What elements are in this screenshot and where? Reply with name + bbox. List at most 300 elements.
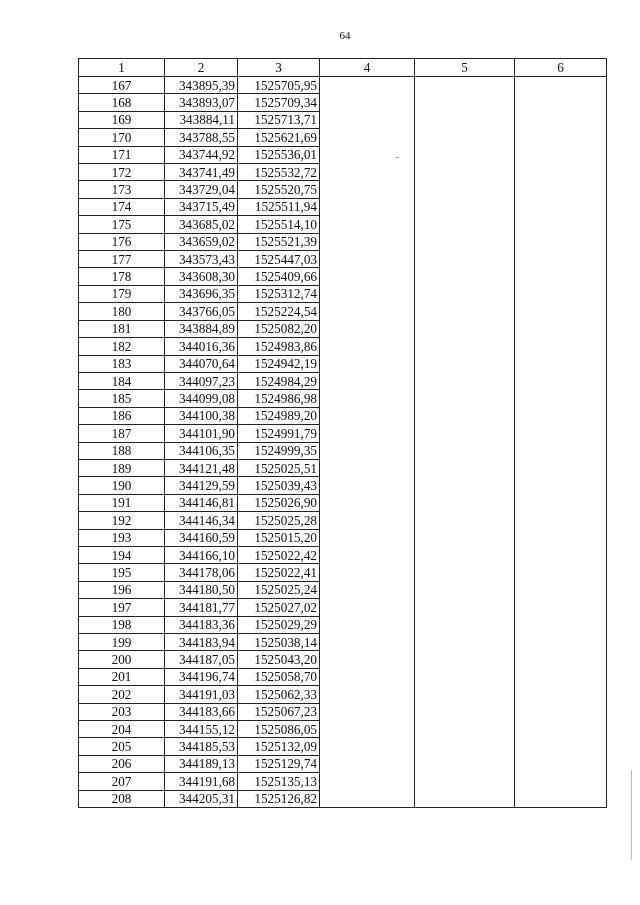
empty-cell bbox=[515, 599, 607, 616]
y-coordinate-cell: 1525514,10 bbox=[238, 216, 320, 233]
empty-cell bbox=[415, 181, 515, 198]
point-number-cell: 174 bbox=[79, 198, 165, 215]
point-number-cell: 167 bbox=[79, 77, 165, 94]
x-coordinate-cell: 344146,81 bbox=[165, 494, 238, 511]
empty-cell bbox=[515, 529, 607, 546]
table-row bbox=[79, 599, 607, 616]
empty-cell bbox=[415, 111, 515, 128]
point-number-cell: 170 bbox=[79, 129, 165, 146]
empty-cell bbox=[320, 146, 415, 163]
empty-cell bbox=[515, 390, 607, 407]
table-row bbox=[79, 773, 607, 790]
point-number-cell: 199 bbox=[79, 634, 165, 651]
table-row bbox=[79, 111, 607, 128]
table-row bbox=[79, 77, 607, 94]
empty-cell bbox=[415, 546, 515, 563]
table-row bbox=[79, 372, 607, 389]
x-coordinate-cell: 344106,35 bbox=[165, 442, 238, 459]
table-row bbox=[79, 129, 607, 146]
empty-cell bbox=[515, 425, 607, 442]
y-coordinate-cell: 1525062,33 bbox=[238, 686, 320, 703]
empty-cell bbox=[415, 494, 515, 511]
empty-cell bbox=[320, 372, 415, 389]
empty-cell bbox=[515, 512, 607, 529]
x-coordinate-cell: 344178,06 bbox=[165, 564, 238, 581]
empty-cell bbox=[515, 477, 607, 494]
empty-cell bbox=[415, 790, 515, 807]
point-number-cell: 195 bbox=[79, 564, 165, 581]
empty-cell bbox=[320, 285, 415, 302]
empty-cell bbox=[515, 755, 607, 772]
y-coordinate-cell: 1525067,23 bbox=[238, 703, 320, 720]
y-coordinate-cell: 1525025,51 bbox=[238, 459, 320, 476]
y-coordinate-cell: 1525447,03 bbox=[238, 251, 320, 268]
empty-cell bbox=[415, 285, 515, 302]
y-coordinate-cell: 1525082,20 bbox=[238, 320, 320, 337]
empty-cell bbox=[320, 634, 415, 651]
table-row bbox=[79, 320, 607, 337]
x-coordinate-cell: 344183,66 bbox=[165, 703, 238, 720]
empty-cell bbox=[320, 407, 415, 424]
y-coordinate-cell: 1525705,95 bbox=[238, 77, 320, 94]
empty-cell bbox=[415, 129, 515, 146]
point-number-cell: 193 bbox=[79, 529, 165, 546]
y-coordinate-cell: 1525043,20 bbox=[238, 651, 320, 668]
empty-cell bbox=[415, 616, 515, 633]
empty-cell bbox=[515, 251, 607, 268]
table-row bbox=[79, 651, 607, 668]
empty-cell bbox=[320, 529, 415, 546]
y-coordinate-cell: 1525126,82 bbox=[238, 790, 320, 807]
point-number-cell: 192 bbox=[79, 512, 165, 529]
empty-cell bbox=[415, 268, 515, 285]
coordinates-table bbox=[78, 58, 607, 808]
empty-cell bbox=[415, 668, 515, 685]
empty-cell bbox=[515, 668, 607, 685]
table-row bbox=[79, 233, 607, 250]
table-row bbox=[79, 564, 607, 581]
empty-cell bbox=[320, 111, 415, 128]
empty-cell bbox=[415, 634, 515, 651]
table-row bbox=[79, 529, 607, 546]
empty-cell bbox=[415, 581, 515, 598]
empty-cell bbox=[320, 790, 415, 807]
y-coordinate-cell: 1525312,74 bbox=[238, 285, 320, 302]
x-coordinate-cell: 344101,90 bbox=[165, 425, 238, 442]
point-number-cell: 204 bbox=[79, 721, 165, 738]
table-row bbox=[79, 268, 607, 285]
table-row bbox=[79, 94, 607, 111]
table-row bbox=[79, 390, 607, 407]
empty-cell bbox=[415, 164, 515, 181]
y-coordinate-cell: 1525621,69 bbox=[238, 129, 320, 146]
x-coordinate-cell: 344160,59 bbox=[165, 529, 238, 546]
empty-cell bbox=[515, 790, 607, 807]
point-number-cell: 190 bbox=[79, 477, 165, 494]
y-coordinate-cell: 1524999,35 bbox=[238, 442, 320, 459]
empty-cell bbox=[515, 268, 607, 285]
empty-cell bbox=[415, 425, 515, 442]
point-number-cell: 177 bbox=[79, 251, 165, 268]
y-coordinate-cell: 1524984,29 bbox=[238, 372, 320, 389]
empty-cell bbox=[415, 773, 515, 790]
empty-cell bbox=[515, 459, 607, 476]
point-number-cell: 173 bbox=[79, 181, 165, 198]
empty-cell bbox=[515, 181, 607, 198]
y-coordinate-cell: 1524991,79 bbox=[238, 425, 320, 442]
y-coordinate-cell: 1524942,19 bbox=[238, 355, 320, 372]
point-number-cell: 201 bbox=[79, 668, 165, 685]
y-coordinate-cell: 1525511,94 bbox=[238, 198, 320, 215]
x-coordinate-cell: 343696,35 bbox=[165, 285, 238, 302]
point-number-cell: 191 bbox=[79, 494, 165, 511]
table-row bbox=[79, 303, 607, 320]
table-row bbox=[79, 755, 607, 772]
x-coordinate-cell: 344183,36 bbox=[165, 616, 238, 633]
empty-cell bbox=[415, 407, 515, 424]
x-coordinate-cell: 343893,07 bbox=[165, 94, 238, 111]
page-number: 64 bbox=[339, 30, 351, 42]
table-row bbox=[79, 477, 607, 494]
table-row bbox=[79, 546, 607, 563]
x-coordinate-cell: 344100,38 bbox=[165, 407, 238, 424]
empty-cell bbox=[320, 390, 415, 407]
empty-cell bbox=[320, 233, 415, 250]
x-coordinate-cell: 344187,05 bbox=[165, 651, 238, 668]
empty-cell bbox=[515, 407, 607, 424]
point-number-cell: 198 bbox=[79, 616, 165, 633]
empty-cell bbox=[515, 338, 607, 355]
empty-cell bbox=[415, 703, 515, 720]
empty-cell bbox=[320, 355, 415, 372]
empty-cell bbox=[320, 738, 415, 755]
point-number-cell: 168 bbox=[79, 94, 165, 111]
point-number-cell: 202 bbox=[79, 686, 165, 703]
empty-cell bbox=[515, 703, 607, 720]
empty-cell bbox=[320, 164, 415, 181]
point-number-cell: 185 bbox=[79, 390, 165, 407]
empty-cell bbox=[415, 355, 515, 372]
x-coordinate-cell: 344205,31 bbox=[165, 790, 238, 807]
empty-cell bbox=[320, 181, 415, 198]
empty-cell bbox=[320, 546, 415, 563]
x-coordinate-cell: 344016,36 bbox=[165, 338, 238, 355]
y-coordinate-cell: 1525026,90 bbox=[238, 494, 320, 511]
x-coordinate-cell: 344155,12 bbox=[165, 721, 238, 738]
empty-cell bbox=[415, 198, 515, 215]
empty-cell bbox=[320, 251, 415, 268]
column-header: 1 bbox=[79, 59, 165, 77]
x-coordinate-cell: 344185,53 bbox=[165, 738, 238, 755]
point-number-cell: 194 bbox=[79, 546, 165, 563]
empty-cell bbox=[515, 581, 607, 598]
point-number-cell: 184 bbox=[79, 372, 165, 389]
empty-cell bbox=[320, 703, 415, 720]
empty-cell bbox=[320, 216, 415, 233]
empty-cell bbox=[320, 129, 415, 146]
y-coordinate-cell: 1524989,20 bbox=[238, 407, 320, 424]
empty-cell bbox=[320, 668, 415, 685]
y-coordinate-cell: 1525709,34 bbox=[238, 94, 320, 111]
point-number-cell: 208 bbox=[79, 790, 165, 807]
empty-cell bbox=[515, 129, 607, 146]
empty-cell bbox=[320, 616, 415, 633]
empty-cell bbox=[415, 599, 515, 616]
point-number-cell: 197 bbox=[79, 599, 165, 616]
empty-cell bbox=[320, 477, 415, 494]
x-coordinate-cell: 344191,03 bbox=[165, 686, 238, 703]
point-number-cell: 182 bbox=[79, 338, 165, 355]
table-row bbox=[79, 442, 607, 459]
empty-cell bbox=[415, 233, 515, 250]
empty-cell bbox=[320, 599, 415, 616]
empty-cell bbox=[320, 425, 415, 442]
x-coordinate-cell: 344189,13 bbox=[165, 755, 238, 772]
table-row bbox=[79, 198, 607, 215]
empty-cell bbox=[515, 372, 607, 389]
point-number-cell: 196 bbox=[79, 581, 165, 598]
empty-cell bbox=[515, 303, 607, 320]
table-header-row bbox=[79, 59, 607, 77]
empty-cell bbox=[515, 355, 607, 372]
empty-cell bbox=[515, 198, 607, 215]
empty-cell bbox=[515, 721, 607, 738]
empty-cell bbox=[320, 581, 415, 598]
empty-cell bbox=[320, 94, 415, 111]
y-coordinate-cell: 1525520,75 bbox=[238, 181, 320, 198]
x-coordinate-cell: 343884,89 bbox=[165, 320, 238, 337]
x-coordinate-cell: 343895,39 bbox=[165, 77, 238, 94]
point-number-cell: 169 bbox=[79, 111, 165, 128]
point-number-cell: 203 bbox=[79, 703, 165, 720]
table-row bbox=[79, 686, 607, 703]
x-coordinate-cell: 343715,49 bbox=[165, 198, 238, 215]
y-coordinate-cell: 1525025,24 bbox=[238, 581, 320, 598]
x-coordinate-cell: 344183,94 bbox=[165, 634, 238, 651]
x-coordinate-cell: 343685,02 bbox=[165, 216, 238, 233]
x-coordinate-cell: 343659,02 bbox=[165, 233, 238, 250]
y-coordinate-cell: 1525022,42 bbox=[238, 546, 320, 563]
empty-cell bbox=[515, 146, 607, 163]
y-coordinate-cell: 1525038,14 bbox=[238, 634, 320, 651]
y-coordinate-cell: 1524983,86 bbox=[238, 338, 320, 355]
empty-cell bbox=[415, 303, 515, 320]
empty-cell bbox=[415, 146, 515, 163]
empty-cell bbox=[320, 686, 415, 703]
y-coordinate-cell: 1525521,39 bbox=[238, 233, 320, 250]
empty-cell bbox=[320, 77, 415, 94]
table-row bbox=[79, 285, 607, 302]
empty-cell bbox=[515, 164, 607, 181]
x-coordinate-cell: 344166,10 bbox=[165, 546, 238, 563]
column-header: 3 bbox=[238, 59, 320, 77]
point-number-cell: 205 bbox=[79, 738, 165, 755]
empty-cell bbox=[515, 738, 607, 755]
y-coordinate-cell: 1525022,41 bbox=[238, 564, 320, 581]
table-row bbox=[79, 425, 607, 442]
empty-cell bbox=[320, 512, 415, 529]
y-coordinate-cell: 1525086,05 bbox=[238, 721, 320, 738]
point-number-cell: 187 bbox=[79, 425, 165, 442]
empty-cell bbox=[320, 198, 415, 215]
point-number-cell: 172 bbox=[79, 164, 165, 181]
point-number-cell: 189 bbox=[79, 459, 165, 476]
table-row bbox=[79, 721, 607, 738]
empty-cell bbox=[320, 320, 415, 337]
y-coordinate-cell: 1525015,20 bbox=[238, 529, 320, 546]
empty-cell bbox=[515, 285, 607, 302]
x-coordinate-cell: 344180,50 bbox=[165, 581, 238, 598]
empty-cell bbox=[415, 755, 515, 772]
table-row bbox=[79, 355, 607, 372]
empty-cell bbox=[415, 721, 515, 738]
empty-cell bbox=[415, 216, 515, 233]
scan-speck bbox=[396, 157, 399, 158]
table-row bbox=[79, 164, 607, 181]
empty-cell bbox=[320, 268, 415, 285]
empty-cell bbox=[415, 564, 515, 581]
point-number-cell: 180 bbox=[79, 303, 165, 320]
y-coordinate-cell: 1525029,29 bbox=[238, 616, 320, 633]
x-coordinate-cell: 344097,23 bbox=[165, 372, 238, 389]
point-number-cell: 171 bbox=[79, 146, 165, 163]
empty-cell bbox=[415, 320, 515, 337]
table-row bbox=[79, 512, 607, 529]
empty-cell bbox=[415, 94, 515, 111]
x-coordinate-cell: 343573,43 bbox=[165, 251, 238, 268]
point-number-cell: 186 bbox=[79, 407, 165, 424]
table-row bbox=[79, 407, 607, 424]
empty-cell bbox=[515, 494, 607, 511]
column-header: 6 bbox=[515, 59, 607, 77]
point-number-cell: 175 bbox=[79, 216, 165, 233]
empty-cell bbox=[515, 216, 607, 233]
empty-cell bbox=[515, 94, 607, 111]
empty-cell bbox=[415, 477, 515, 494]
column-header: 4 bbox=[320, 59, 415, 77]
x-coordinate-cell: 344070,64 bbox=[165, 355, 238, 372]
point-number-cell: 206 bbox=[79, 755, 165, 772]
table-row bbox=[79, 251, 607, 268]
x-coordinate-cell: 343729,04 bbox=[165, 181, 238, 198]
empty-cell bbox=[415, 738, 515, 755]
x-coordinate-cell: 344121,48 bbox=[165, 459, 238, 476]
empty-cell bbox=[320, 494, 415, 511]
empty-cell bbox=[515, 616, 607, 633]
table-row bbox=[79, 738, 607, 755]
table-row bbox=[79, 703, 607, 720]
empty-cell bbox=[415, 686, 515, 703]
x-coordinate-cell: 344196,74 bbox=[165, 668, 238, 685]
empty-cell bbox=[515, 634, 607, 651]
table-row bbox=[79, 581, 607, 598]
y-coordinate-cell: 1525058,70 bbox=[238, 668, 320, 685]
empty-cell bbox=[320, 773, 415, 790]
point-number-cell: 188 bbox=[79, 442, 165, 459]
empty-cell bbox=[415, 512, 515, 529]
y-coordinate-cell: 1525027,02 bbox=[238, 599, 320, 616]
y-coordinate-cell: 1525135,13 bbox=[238, 773, 320, 790]
empty-cell bbox=[415, 390, 515, 407]
y-coordinate-cell: 1525536,01 bbox=[238, 146, 320, 163]
table-row bbox=[79, 668, 607, 685]
scan-edge-mark bbox=[631, 770, 632, 860]
empty-cell bbox=[515, 442, 607, 459]
empty-cell bbox=[515, 651, 607, 668]
x-coordinate-cell: 343744,92 bbox=[165, 146, 238, 163]
point-number-cell: 176 bbox=[79, 233, 165, 250]
empty-cell bbox=[320, 721, 415, 738]
point-number-cell: 183 bbox=[79, 355, 165, 372]
x-coordinate-cell: 343608,30 bbox=[165, 268, 238, 285]
empty-cell bbox=[515, 773, 607, 790]
empty-cell bbox=[515, 686, 607, 703]
table-row bbox=[79, 216, 607, 233]
table-row bbox=[79, 790, 607, 807]
empty-cell bbox=[320, 459, 415, 476]
empty-cell bbox=[415, 372, 515, 389]
point-number-cell: 178 bbox=[79, 268, 165, 285]
empty-cell bbox=[320, 338, 415, 355]
table-row bbox=[79, 494, 607, 511]
table-row bbox=[79, 338, 607, 355]
empty-cell bbox=[320, 755, 415, 772]
empty-cell bbox=[415, 529, 515, 546]
x-coordinate-cell: 343884,11 bbox=[165, 111, 238, 128]
y-coordinate-cell: 1525025,28 bbox=[238, 512, 320, 529]
point-number-cell: 181 bbox=[79, 320, 165, 337]
x-coordinate-cell: 344146,34 bbox=[165, 512, 238, 529]
y-coordinate-cell: 1525224,54 bbox=[238, 303, 320, 320]
table-row bbox=[79, 181, 607, 198]
y-coordinate-cell: 1525039,43 bbox=[238, 477, 320, 494]
empty-cell bbox=[415, 442, 515, 459]
y-coordinate-cell: 1525129,74 bbox=[238, 755, 320, 772]
table-row bbox=[79, 146, 607, 163]
table-row bbox=[79, 459, 607, 476]
empty-cell bbox=[415, 651, 515, 668]
y-coordinate-cell: 1525532,72 bbox=[238, 164, 320, 181]
empty-cell bbox=[320, 564, 415, 581]
empty-cell bbox=[515, 77, 607, 94]
empty-cell bbox=[320, 651, 415, 668]
empty-cell bbox=[415, 459, 515, 476]
column-header: 5 bbox=[415, 59, 515, 77]
y-coordinate-cell: 1525713,71 bbox=[238, 111, 320, 128]
empty-cell bbox=[415, 251, 515, 268]
empty-cell bbox=[415, 77, 515, 94]
y-coordinate-cell: 1525132,09 bbox=[238, 738, 320, 755]
point-number-cell: 179 bbox=[79, 285, 165, 302]
x-coordinate-cell: 344099,08 bbox=[165, 390, 238, 407]
point-number-cell: 200 bbox=[79, 651, 165, 668]
table-row bbox=[79, 616, 607, 633]
x-coordinate-cell: 344181,77 bbox=[165, 599, 238, 616]
empty-cell bbox=[515, 320, 607, 337]
empty-cell bbox=[515, 233, 607, 250]
x-coordinate-cell: 343766,05 bbox=[165, 303, 238, 320]
empty-cell bbox=[415, 338, 515, 355]
empty-cell bbox=[320, 303, 415, 320]
point-number-cell: 207 bbox=[79, 773, 165, 790]
empty-cell bbox=[515, 111, 607, 128]
empty-cell bbox=[515, 564, 607, 581]
x-coordinate-cell: 344191,68 bbox=[165, 773, 238, 790]
x-coordinate-cell: 343788,55 bbox=[165, 129, 238, 146]
y-coordinate-cell: 1524986,98 bbox=[238, 390, 320, 407]
table-row bbox=[79, 634, 607, 651]
column-header: 2 bbox=[165, 59, 238, 77]
